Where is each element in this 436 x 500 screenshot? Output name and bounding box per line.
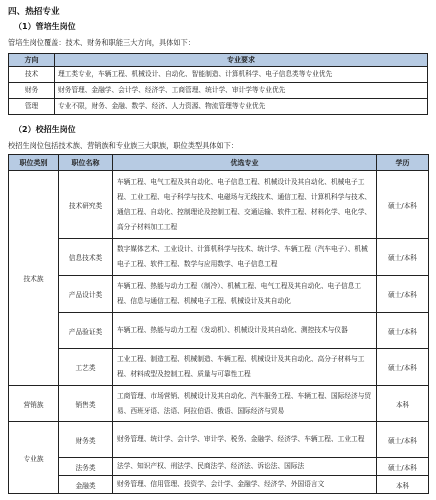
- table-row: [9, 313, 429, 349]
- table-row: [9, 458, 429, 476]
- degree-cell: 硕士/本科: [377, 422, 429, 458]
- table-row: [9, 239, 429, 276]
- position-cell: 产品设计类: [59, 276, 113, 313]
- category-cell-professional: 专业族: [9, 422, 59, 494]
- category-cell-marketing: 营销族: [9, 386, 59, 422]
- header-requirement: 专业要求: [55, 54, 428, 67]
- campus-position-table: [8, 154, 429, 494]
- degree-cell: 硕士/本科: [377, 313, 429, 349]
- section-heading: 四、热招专业: [8, 7, 60, 17]
- major-cell: 财务管理、信用管理、投资学、会计学、金融学、经济学、外国语言文: [113, 476, 377, 494]
- degree-cell: 硕士/本科: [377, 276, 429, 313]
- requirement-cell: 财务管理、金融学、会计学、经济学、工商管理、统计学、审计学等专业优先: [55, 83, 428, 99]
- position-cell: 法务类: [59, 458, 113, 476]
- major-cell: 工商管理、市场营销、机械设计及其自动化、汽车服务工程、车辆工程、国际经济与贸易、西班牙语、法语、阿拉伯语、俄语、国际经济与贸易: [113, 386, 377, 422]
- subheading-management-trainee: （1）管培生岗位: [14, 22, 76, 31]
- position-cell: 技术研究类: [59, 171, 113, 239]
- table-row: [9, 83, 428, 99]
- direction-cell: 财务: [9, 83, 55, 99]
- category-cell-tech: 技术族: [9, 171, 59, 386]
- major-cell: 工业工程、制造工程、机械制造、车辆工程、机械设计及其自动化、高分子材料与工程、材料成型及控制工程、质量与可靠性工程: [113, 349, 377, 386]
- position-cell: 产品验证类: [59, 313, 113, 349]
- degree-cell: 硕士/本科: [377, 171, 429, 239]
- subheading-campus-recruit: （2）校招生岗位: [14, 125, 76, 134]
- direction-cell: 管理: [9, 99, 55, 115]
- header-major: 优选专业: [113, 155, 377, 171]
- table-row: [9, 171, 429, 239]
- position-cell: 信息技术类: [59, 239, 113, 276]
- table-header-row: [9, 155, 429, 171]
- management-trainee-table: [8, 53, 428, 115]
- major-cell: 财务管理、统计学、会计学、审计学、税务、金融学、经济学、车辆工程、工业工程: [113, 422, 377, 458]
- major-cell: 数字媒体艺术、工业设计、计算机科学与技术、统计学、车辆工程（汽车电子）、机械电子工程、软件工程、数学与应用数学、电子信息工程: [113, 239, 377, 276]
- table-row: [9, 422, 429, 458]
- table-row: [9, 386, 429, 422]
- major-cell: 车辆工程、热能与动力工程（发动机）、机械设计及其自动化、测控技术与仪器: [113, 313, 377, 349]
- table-row: [9, 276, 429, 313]
- major-cell: 车辆工程、热能与动力工程（制冷）、机械工程、电气工程及其自动化、电子信息工程、信息与通信工程、机械电子工程、机械设计及其自动化: [113, 276, 377, 313]
- header-category: 职位类别: [9, 155, 59, 171]
- position-cell: 金融类: [59, 476, 113, 494]
- degree-cell: 本科: [377, 386, 429, 422]
- position-cell: 财务类: [59, 422, 113, 458]
- header-degree: 学历: [377, 155, 429, 171]
- table-row: [9, 349, 429, 386]
- table-row: [9, 476, 429, 494]
- degree-cell: 硕士/本科: [377, 349, 429, 386]
- table-row: [9, 67, 428, 83]
- major-cell: 车辆工程、电气工程及其自动化、电子信息工程、机械设计及其自动化、机械电子工程、工业工程、电子科学与技术、电磁场与无线技术、通信工程、计算机科学与技术、通信工程、自动化、控制理论及控制工程、交通运输、软件工程、材料化学、电化学、高分子材料加工工程: [113, 171, 377, 239]
- table-header-row: [9, 54, 428, 67]
- header-direction: 方向: [9, 54, 55, 67]
- position-cell: 工艺类: [59, 349, 113, 386]
- intro-campus-recruit: 校招生岗位包括技术族、营销族和专业族三大职族，职位类型具体如下：: [8, 141, 239, 150]
- degree-cell: 本科: [377, 476, 429, 494]
- direction-cell: 技术: [9, 67, 55, 83]
- header-position: 职位名称: [59, 155, 113, 171]
- major-cell: 法学、知识产权、刑法学、民商法学、经济法、诉讼法、国际法: [113, 458, 377, 476]
- intro-management-trainee: 管培生岗位覆盖：技术、财务和职能三大方向，具体如下：: [8, 38, 195, 47]
- requirement-cell: 专业不限，财务、金融、数学、经济、人力资源、物流管理等专业优先: [55, 99, 428, 115]
- requirement-cell: 理工类专业，车辆工程、机械设计、自动化、智能制造、计算机科学、电子信息类等专业优先: [55, 67, 428, 83]
- table-row: [9, 99, 428, 115]
- degree-cell: 硕士/本科: [377, 458, 429, 476]
- degree-cell: 硕士/本科: [377, 239, 429, 276]
- position-cell: 销售类: [59, 386, 113, 422]
